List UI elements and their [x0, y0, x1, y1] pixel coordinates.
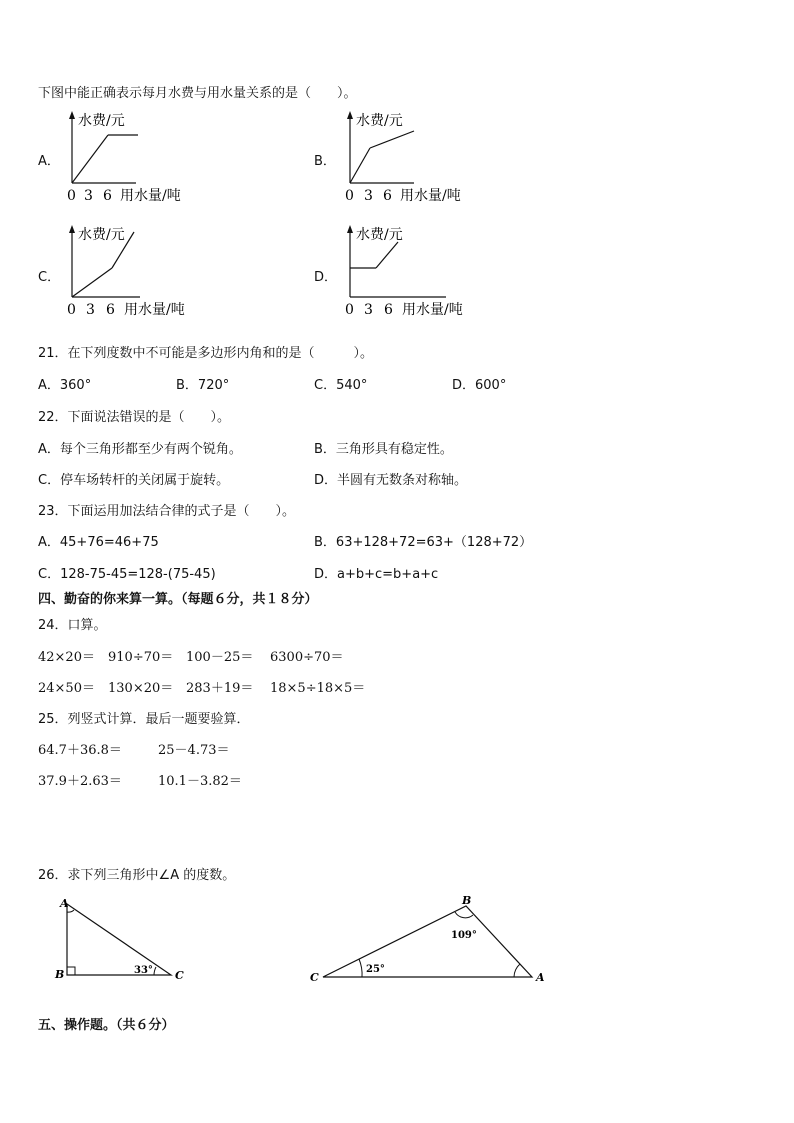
q20-graph-b [336, 108, 496, 208]
x-axis-label: 用水量/吨 [402, 302, 463, 318]
graph-line-2 [370, 131, 414, 148]
q22-option-a: A．每个三角形都至少有两个锐角。 [38, 442, 242, 457]
q24-item-3: 100－25＝ [186, 650, 254, 665]
section-4-title: 四、勤奋的你来算一算。（每题６分，共１８分） [38, 592, 318, 607]
y-axis-arrow [69, 111, 75, 119]
vertex-b-label: B [462, 895, 472, 907]
tick-6: 6 [384, 302, 393, 318]
tick-6: 6 [103, 188, 112, 204]
q20-option-d-letter: D． [314, 270, 338, 285]
q23-option-b: B．63+128+72=63+（128+72） [314, 535, 533, 550]
q24-item-6: 130×20＝ [108, 681, 174, 696]
vertex-a-label: A [60, 897, 69, 910]
tick-0: 0 [345, 188, 354, 204]
angle-a-arc [514, 964, 520, 977]
q24-item-2: 910÷70＝ [108, 650, 174, 665]
q22-option-b: B．三角形具有稳定性。 [314, 442, 453, 457]
y-axis-arrow [69, 225, 75, 233]
x-axis-label: 用水量/吨 [120, 188, 181, 204]
q20-option-b-letter: B． [314, 154, 336, 169]
q21-option-a: A．360° [38, 378, 92, 393]
q24-item-1: 42×20＝ [38, 650, 95, 665]
y-axis-arrow [347, 111, 353, 119]
angle-c-arc [154, 967, 156, 975]
tick-0: 0 [67, 188, 76, 204]
q25-item-3: 37.9＋2.63＝ [38, 774, 122, 789]
q21-option-b: B．720° [176, 378, 230, 393]
q24-item-8: 18×5÷18×5＝ [270, 681, 366, 696]
angle-b-value: 109° [451, 930, 477, 941]
tick-6: 6 [383, 188, 392, 204]
q24-stem: 24．口算。 [38, 618, 107, 633]
q23-option-a: A．45+76=46+75 [38, 535, 159, 550]
q20-graph-c [58, 222, 218, 322]
q20-option-a-letter: A． [38, 154, 60, 169]
triangle-outline [67, 904, 171, 975]
q23-option-c: C．128-75-45=128-(75-45) [38, 567, 216, 582]
q21-option-d: D．600° [452, 378, 507, 393]
q22-option-c: C．停车场转杆的关闭属于旋转。 [38, 473, 230, 488]
y-axis-label: 水费/元 [356, 227, 403, 243]
tick-0: 0 [345, 302, 354, 318]
vertex-c-label: C [310, 971, 319, 984]
tick-3: 3 [86, 302, 95, 318]
q20-stem: 下图中能正确表示每月水费与用水量关系的是（ ）。 [38, 86, 357, 101]
q25-item-1: 64.7＋36.8＝ [38, 743, 122, 758]
q25-stem: 25．列竖式计算．最后一题要验算． [38, 712, 250, 727]
tick-3: 3 [364, 188, 373, 204]
q26-triangle-2 [306, 895, 556, 990]
graph-line-1 [72, 135, 108, 183]
graph-line-2 [376, 242, 398, 268]
q21-stem: 21．在下列度数中不可能是多边形内角和的是（ ）。 [38, 346, 374, 361]
x-axis-label: 用水量/吨 [400, 188, 461, 204]
q24-item-7: 283＋19＝ [186, 681, 254, 696]
graph-line-1 [350, 148, 370, 183]
tick-3: 3 [364, 302, 373, 318]
angle-c-arc [359, 959, 362, 977]
q23-stem: 23．下面运用加法结合律的式子是（ ）。 [38, 504, 296, 519]
q25-item-4: 10.1－3.82＝ [158, 774, 242, 789]
graph-line-1 [72, 268, 112, 297]
tick-3: 3 [84, 188, 93, 204]
section-5-title: 五、操作题。（共６分） [38, 1018, 175, 1033]
q20-graph-d [336, 222, 496, 322]
angle-c-value: 33° [134, 965, 153, 976]
q20-graph-a [58, 108, 218, 208]
y-axis-label: 水费/元 [78, 113, 125, 129]
q26-stem: 26．求下列三角形中∠A 的度数。 [38, 868, 236, 883]
y-axis-arrow [347, 225, 353, 233]
q26-triangle-1 [50, 895, 200, 990]
tick-0: 0 [67, 302, 76, 318]
q24-item-5: 24×50＝ [38, 681, 95, 696]
y-axis-label: 水费/元 [78, 227, 125, 243]
angle-b-arc [455, 912, 473, 918]
right-angle-mark [67, 967, 75, 975]
q21-option-c: C．540° [314, 378, 368, 393]
q20-option-c-letter: C． [38, 270, 61, 285]
triangle-outline [323, 906, 532, 977]
x-axis-label: 用水量/吨 [124, 302, 185, 318]
q22-stem: 22．下面说法错误的是（ ）。 [38, 410, 231, 425]
tick-6: 6 [106, 302, 115, 318]
q25-item-2: 25－4.73＝ [158, 743, 230, 758]
q23-option-d: D．a+b+c=b+a+c [314, 567, 439, 582]
vertex-a-label: A [536, 971, 545, 984]
angle-c-value: 25° [366, 964, 385, 975]
q24-item-4: 6300÷70＝ [270, 650, 344, 665]
y-axis-label: 水费/元 [356, 113, 403, 129]
vertex-b-label: B [55, 968, 65, 981]
vertex-c-label: C [175, 969, 184, 982]
angle-a-arc [67, 910, 74, 912]
q22-option-d: D．半圆有无数条对称轴。 [314, 473, 468, 488]
